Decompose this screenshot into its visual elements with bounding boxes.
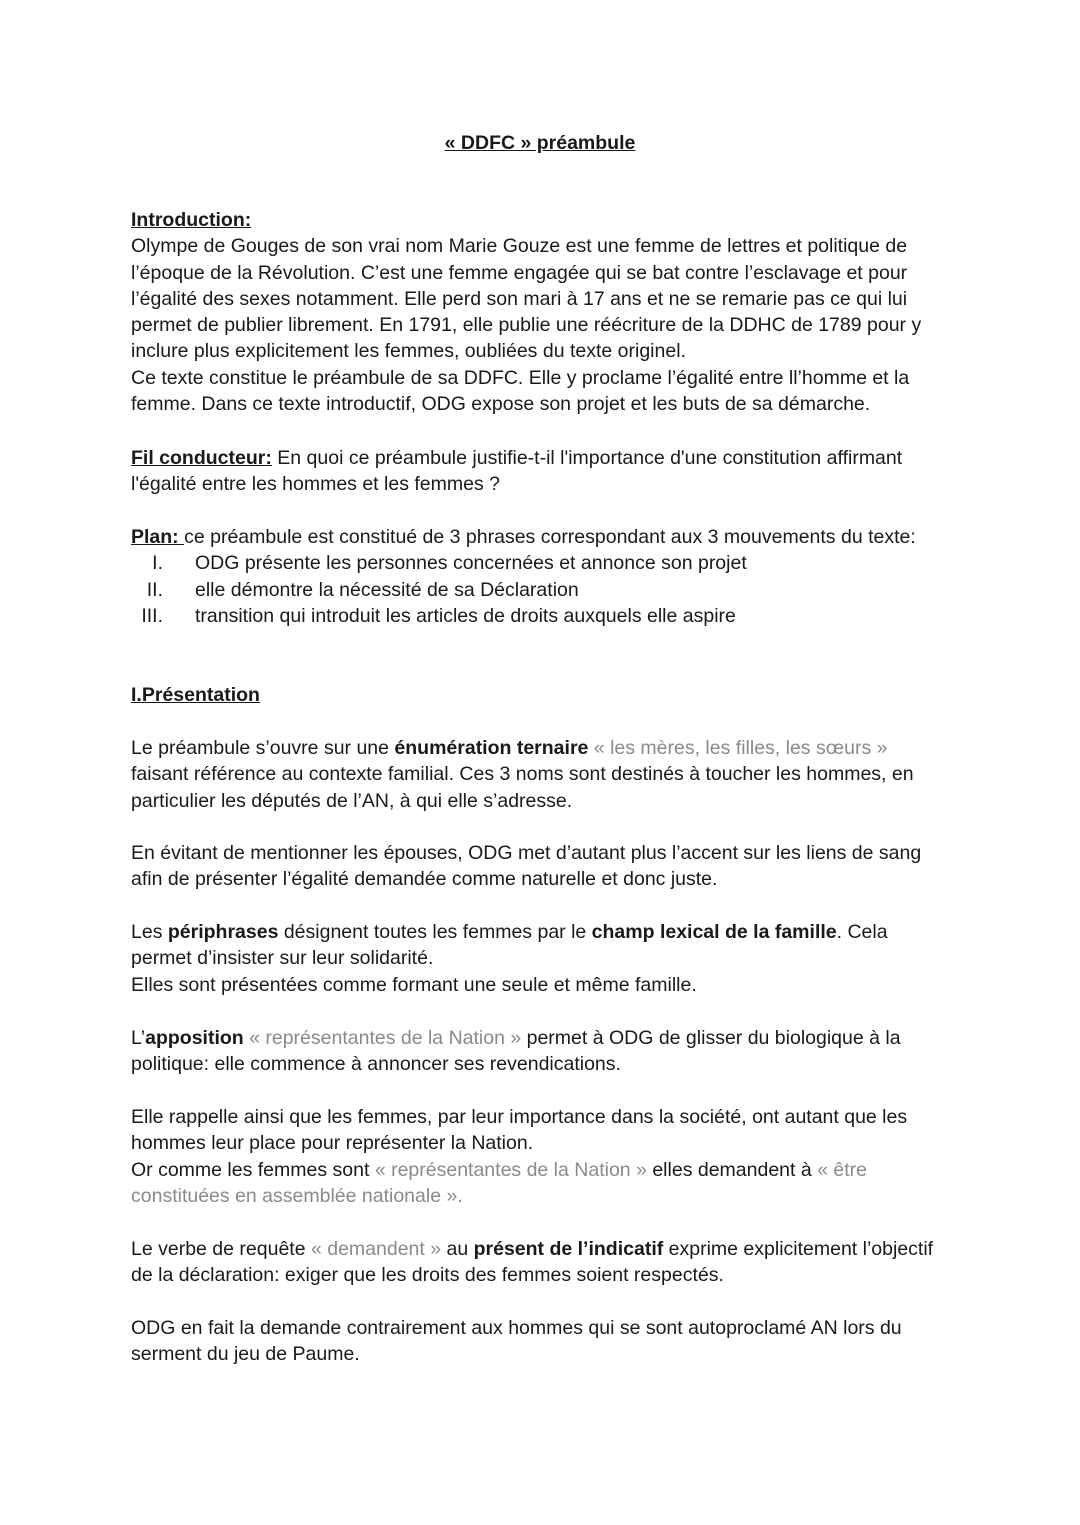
section-1-paragraph-6 — [131, 1236, 951, 1289]
bold-term: énumération ternaire — [394, 737, 589, 759]
text-run: désignent toutes les femmes par le — [278, 921, 592, 943]
plan-item-number: II. — [146, 578, 163, 601]
section-1-paragraph-2 — [131, 840, 951, 893]
text-run: permet à ODG de glisser du biologique à la politique: elle commence à annoncer ses revendications. — [131, 1027, 901, 1076]
plan-item — [131, 577, 991, 603]
text-run: Or comme les femmes sont — [131, 1158, 375, 1181]
intro-paragraph-2: Ce texte constitue le préambule de sa DDFC. Elle y proclame l’égalité entre ll’homme et la femme. Dans ce texte introductif, ODG expose son projet et les buts de sa démarche. — [131, 366, 910, 416]
quotation: « être constituées en assemblée nationale ». — [131, 1158, 867, 1207]
page-title: « DDFC » préambule — [444, 132, 636, 154]
plan-label: Plan: — [131, 526, 185, 548]
section-1-heading-block — [131, 682, 951, 708]
fil-conducteur-label: Fil conducteur: — [131, 447, 272, 469]
plan-text: ce préambule est constitué de 3 phrases correspondant aux 3 mouvements du texte: — [184, 526, 916, 548]
text-run: exprime explicitement l’objectif de la déclaration: exiger que les droits des femmes soient respectés. — [131, 1238, 934, 1287]
text-run: Elles sont présentées comme formant une seule et même famille. — [131, 973, 697, 996]
text-run: Le verbe de requête — [131, 1238, 311, 1260]
plan-item — [131, 603, 991, 629]
fil-conducteur — [131, 445, 951, 498]
text-run: au — [441, 1238, 474, 1260]
text-run: elles demandent à — [646, 1158, 818, 1181]
section-1-heading: I.Présentation — [131, 684, 260, 706]
bold-term: présent de l’indicatif — [473, 1238, 664, 1260]
plan-section — [131, 524, 991, 629]
section-1-paragraph-1 — [131, 735, 951, 814]
section-1-paragraph-3 — [131, 919, 951, 998]
plan-item — [131, 550, 991, 576]
intro-heading: Introduction: — [131, 209, 252, 231]
text-run: Elle rappelle ainsi que les femmes, par leur importance dans la société, ont autant que les hommes leur place pour représenter la Nation. — [131, 1106, 908, 1155]
text-run: Le préambule s’ouvre sur une — [131, 737, 395, 759]
bold-term: apposition — [145, 1027, 244, 1049]
section-1-paragraph-4 — [131, 1025, 951, 1078]
text-run: Les — [131, 921, 168, 943]
plan-item-text: ODG présente les personnes concernées et annonce son projet — [195, 552, 747, 575]
text-run: faisant référence au contexte familial. Ces 3 noms sont destinés à toucher les hommes, en particulier les députés de l’AN, à qui elle s’adresse. — [131, 763, 914, 812]
plan-item-text: elle démontre la nécessité de sa Déclaration — [195, 578, 579, 601]
quotation: « représentantes de la Nation » — [243, 1027, 522, 1049]
quotation: « les mères, les filles, les sœurs » — [588, 737, 888, 759]
fil-conducteur-text: En quoi ce préambule justifie-t-il l'importance d'une constitution affirmant l'égalité entre les hommes et les femmes ? — [131, 447, 903, 496]
bold-term: champ lexical de la famille — [591, 921, 837, 943]
quotation: « demandent » — [310, 1238, 442, 1260]
intro-paragraph-1: Olympe de Gouges de son vrai nom Marie Gouze est une femme de lettres et politique de l’époque de la Révolution. C’est une femme engagée qui se bat contre l’esclavage et pour l’égalité des sexes notamment. Elle perd son mari à 17 ans et ne se remarie pas ce qui lui permet de publier librement. En 1791, elle publie une réécriture de la DDHC de 1789 pour y inclure plus explicitement les femmes, oubliées du texte originel. — [131, 235, 922, 363]
quotation: « représentantes de la Nation » — [374, 1158, 647, 1181]
plan-item-text: transition qui introduit les articles de droits auxquels elle aspire — [195, 604, 736, 627]
section-1-paragraph-5 — [131, 1104, 951, 1209]
paragraph-text: ODG en fait la demande contrairement aux hommes qui se sont autoproclamé AN lors du serment du jeu de Paume. — [131, 1317, 902, 1366]
plan-item-number: I. — [152, 552, 163, 575]
section-1-paragraph-7 — [131, 1315, 951, 1368]
text-run: . Cela permet d’insister sur leur solidarité. — [131, 921, 888, 970]
plan-item-number: III. — [141, 604, 163, 627]
intro-section — [131, 207, 951, 417]
bold-term: périphrases — [167, 921, 279, 943]
text-run: L’ — [131, 1027, 146, 1049]
paragraph-text: En évitant de mentionner les épouses, ODG met d’autant plus l’accent sur les liens de sang afin de présenter l’égalité demandée comme naturelle et donc juste. — [131, 842, 922, 891]
